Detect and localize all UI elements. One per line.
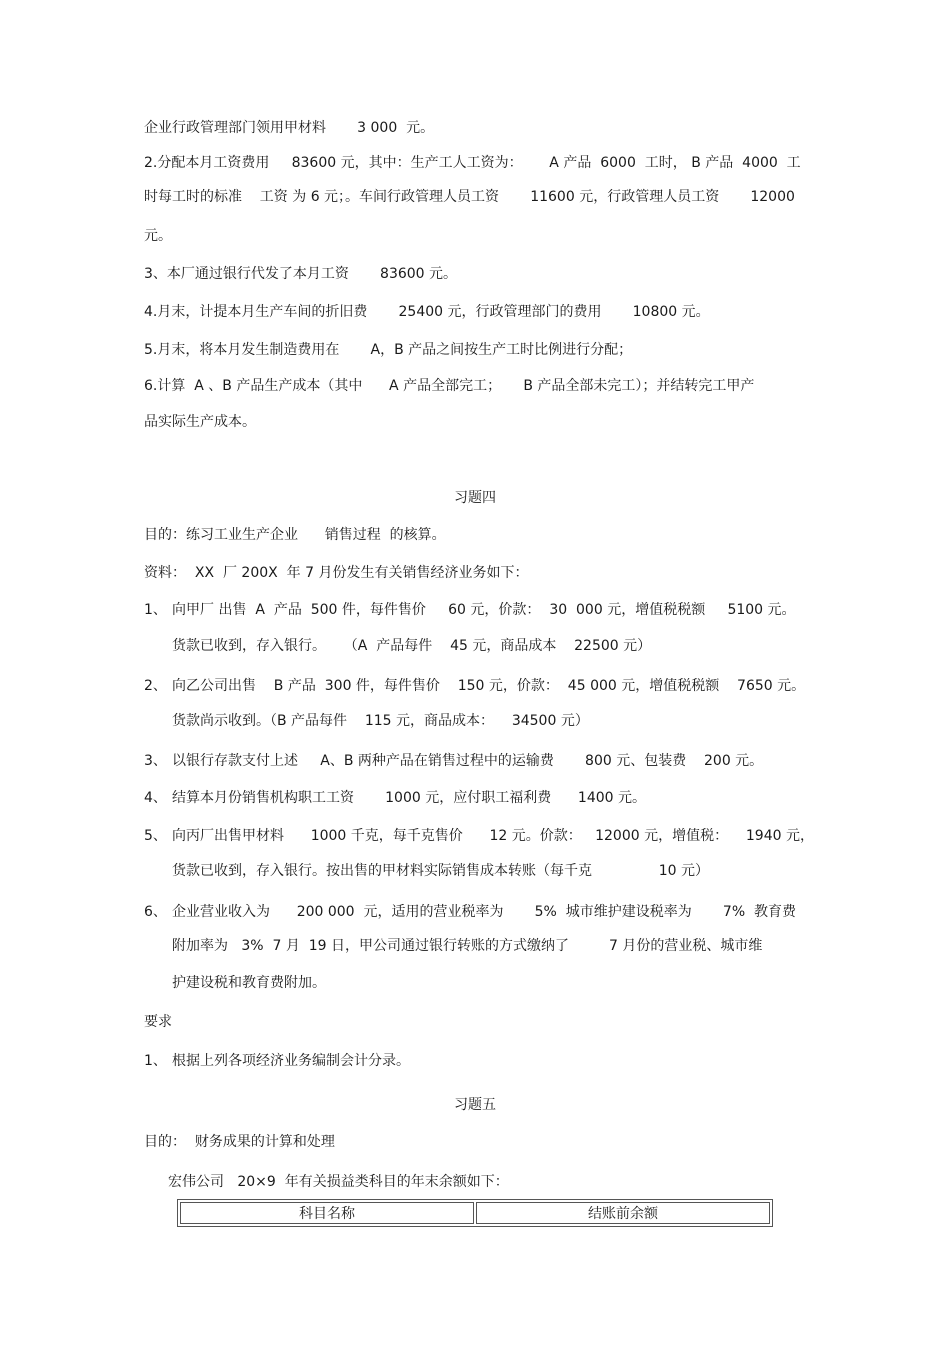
item-number: 2、 — [144, 678, 167, 694]
item-number: 1、 — [144, 602, 167, 618]
exercise-5-purpose: 目的： 财务成果的计算和处理 — [144, 1134, 335, 1150]
exercise-4-title: 习题四 — [454, 490, 496, 506]
item-number: 6、 — [144, 904, 167, 920]
item-number: 5、 — [144, 828, 167, 844]
table-header-row — [180, 1202, 770, 1224]
exercise-4-material: 资料： XX 厂 200X 年 7 月份发生有关销售经济业务如下： — [144, 565, 529, 581]
item-number: 3、 — [144, 753, 167, 769]
item-text: 货款已收到，存入银行。 （A 产品每件 45 元，商品成本 22500 元） — [172, 638, 652, 654]
text-line: 3、本厂通过银行代发了本月工资 83600 元。 — [144, 266, 458, 282]
column-header-balance: 结账前余额 — [476, 1202, 770, 1224]
item-text: 以银行存款支付上述 A、B 两种产品在销售过程中的运输费 800 元、包装费 200 元。 — [172, 753, 764, 769]
item-text: 护建设税和教育费附加。 — [172, 975, 326, 991]
item-text: 企业营业收入为 200 000 元，适用的营业税率为 5% 城市维护建设税率为 7% 教育费 — [172, 904, 797, 920]
exercise-5-title: 习题五 — [454, 1097, 496, 1113]
text-line: 5.月末，将本月发生制造费用在 A，B 产品之间按生产工时比例进行分配； — [144, 342, 633, 358]
exercise-4-purpose: 目的：练习工业生产企业 销售过程 的核算。 — [144, 527, 446, 543]
text-line: 企业行政管理部门领用甲材料 3 000 元。 — [144, 120, 435, 136]
item-text: 货款尚示收到。（B 产品每件 115 元，商品成本： 34500 元） — [172, 713, 589, 729]
text-line: 4.月末，计提本月生产车间的折旧费 25400 元，行政管理部门的费用 10800 元。 — [144, 304, 710, 320]
requirement-text: 根据上列各项经济业务编制会计分录。 — [172, 1053, 410, 1069]
column-header-account-name: 科目名称 — [180, 1202, 474, 1224]
item-number: 4、 — [144, 790, 167, 806]
item-text: 结算本月份销售机构职工工资 1000 元，应付职工福利费 1400 元。 — [172, 790, 647, 806]
text-line: 元。 — [144, 228, 172, 244]
exercise-5-intro: 宏伟公司 20×9 年有关损益类科目的年末余额如下： — [168, 1174, 509, 1190]
item-text: 向丙厂出售甲材料 1000 千克，每千克售价 12 元。价款： 12000 元，增值税： 1940 元， — [172, 828, 814, 844]
text-line: 品实际生产成本。 — [144, 414, 256, 430]
item-text: 附加率为 3% 7 月 19 日，甲公司通过银行转账的方式缴纳了 7 月份的营业税、城市维 — [172, 938, 763, 954]
item-text: 货款已收到，存入银行。按出售的甲材料实际销售成本转账（每千克 10 元） — [172, 863, 710, 879]
requirement-number: 1、 — [144, 1053, 167, 1069]
requirement-label: 要求 — [144, 1014, 172, 1030]
item-text: 向乙公司出售 B 产品 300 件，每件售价 150 元，价款： 45 000 元，增值税税额 7650 元。 — [172, 678, 806, 694]
item-text: 向甲厂 出售 A 产品 500 件，每件售价 60 元，价款： 30 000 元，增值税税额 5100 元。 — [172, 602, 796, 618]
text-line: 6.计算 A 、B 产品生产成本（其中 A 产品全部完工； B 产品全部未完工）；并结转完工甲产 — [144, 378, 755, 394]
balance-table — [177, 1199, 773, 1227]
text-line: 时每工时的标准 工资 为 6 元；。车间行政管理人员工资 11600 元，行政管理人员工资 12000 — [144, 189, 795, 205]
text-line: 2.分配本月工资费用 83600 元，其中：生产工人工资为： A 产品 6000 工时， B 产品 4000 工 — [144, 155, 801, 171]
